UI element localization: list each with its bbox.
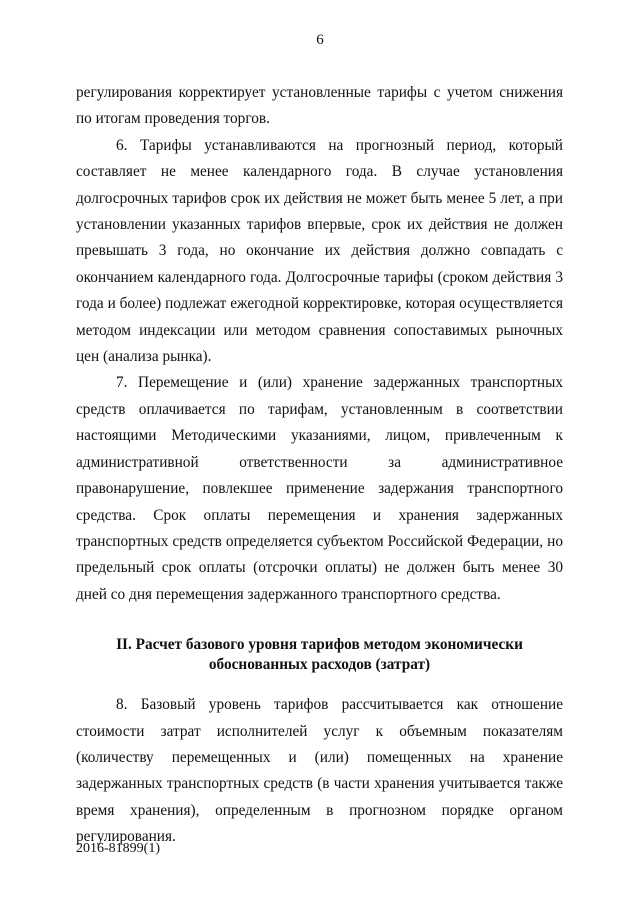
document-code: 2016-81899(1): [76, 841, 160, 856]
section-heading-line-1: II. Расчет базового уровня тарифов методом экономически: [116, 636, 523, 654]
paragraph-continuation: регулирования корректирует установленные тарифы с учетом снижения по итогам проведения торгов.: [76, 84, 563, 128]
section-heading: [76, 635, 563, 675]
paragraph-6: 6. Тарифы устанавливаются на прогнозный период, который составляет не менее календарного года. В случае установления долгосрочных тарифов срок их действия не может быть менее 5 лет, а при установлении указанных тарифов впервые, срок их действия не должен превышать 3 года, но окончание их действия должно совпадать с окончанием календарного года. Долгосрочные тарифы (сроком действия 3 года и более) подлежат ежегодной корректировке, которая осуществляется методом индексации или методом сравнения сопоставимых рыночных цен (анализа рынка).: [76, 136, 563, 366]
section-heading-line-2: обоснованных расходов (затрат): [208, 656, 431, 674]
page-number: 6: [316, 32, 324, 48]
paragraph-8: 8. Базовый уровень тарифов рассчитывается как отношение стоимости затрат исполнителей услуг к объемным показателям (количеству перемещенных и (или) помещенных на хранение задержанных транспортных средств (в части хранения учитывается также время хранения), определенным в прогнозном порядке органом регулирования.: [76, 696, 563, 846]
paragraph-7: 7. Перемещение и (или) хранение задержанных транспортных средств оплачивается по тарифам, установленным в соответствии настоящими Методическими указаниями, лицом, привлеченным к административной ответственности за административное правонарушение, повлекшее применение задержания транспортного средства. Срок оплаты перемещения и хранения задержанных транспортных средств определяется субъектом Российской Федерации, но предельный срок оплаты (отсрочки оплаты) не должен быть менее 30 дней со дня перемещения задержанного транспортного средства.: [76, 374, 563, 603]
document-body: [76, 80, 563, 851]
